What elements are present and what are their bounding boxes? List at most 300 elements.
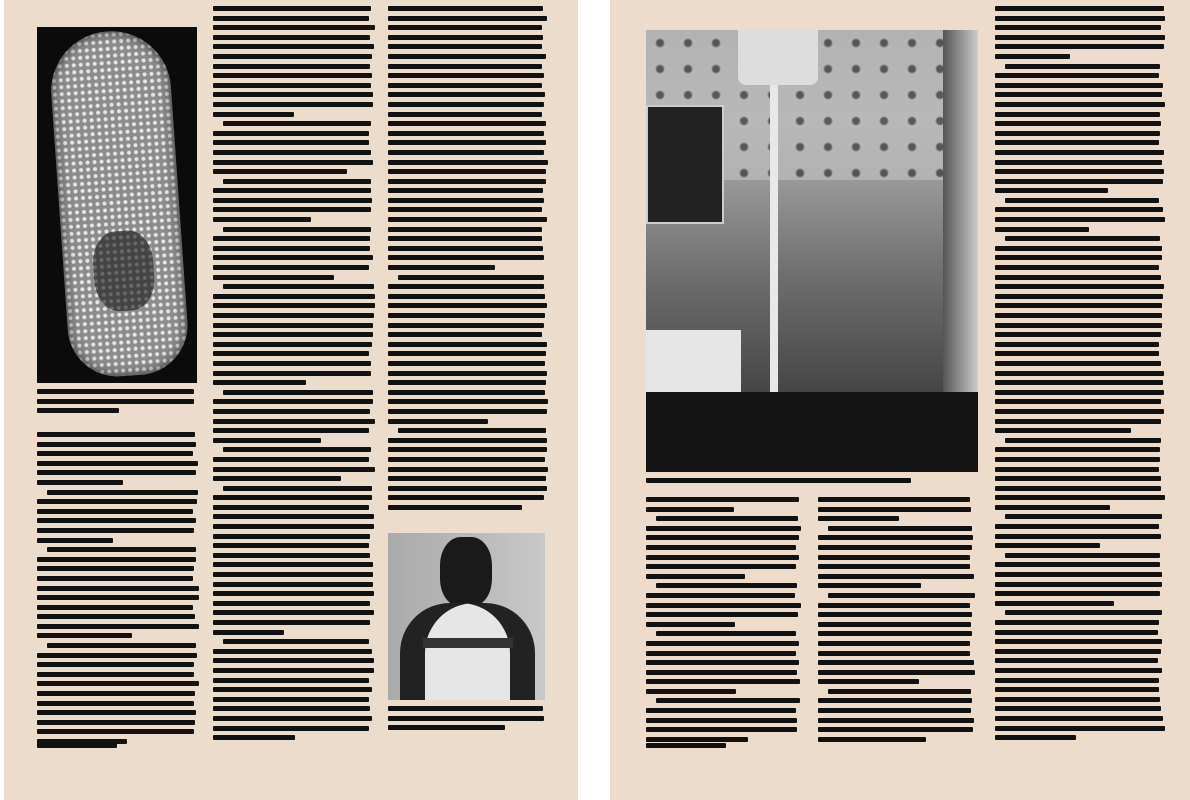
redacted-text-line bbox=[388, 725, 505, 730]
redacted-text-line bbox=[213, 601, 370, 606]
redacted-text-line bbox=[37, 624, 199, 629]
redacted-text-line bbox=[388, 227, 542, 232]
redacted-text-line bbox=[213, 169, 347, 174]
redacted-text-line bbox=[388, 313, 545, 318]
mirror-cabinet bbox=[646, 105, 724, 224]
redacted-text-line bbox=[388, 83, 542, 88]
redacted-text-line bbox=[213, 265, 369, 270]
redacted-text-line bbox=[37, 389, 194, 394]
person-photo bbox=[388, 533, 545, 700]
redacted-text-line bbox=[213, 620, 370, 625]
redacted-text-line bbox=[37, 586, 199, 591]
redacted-text-line bbox=[995, 467, 1159, 472]
redacted-text-line bbox=[995, 351, 1159, 356]
redacted-text-line bbox=[213, 428, 369, 433]
redacted-text-line bbox=[37, 595, 199, 600]
redacted-text-line bbox=[37, 662, 194, 667]
redacted-text-line bbox=[213, 678, 369, 683]
redacted-text-line bbox=[223, 179, 371, 184]
person-photo-caption bbox=[388, 706, 546, 735]
redacted-text-line bbox=[646, 651, 796, 656]
redacted-text-line bbox=[818, 651, 970, 656]
redacted-text-line bbox=[995, 92, 1162, 97]
redacted-text-line bbox=[47, 490, 198, 495]
redacted-text-line bbox=[213, 351, 369, 356]
redacted-text-line bbox=[995, 582, 1162, 587]
redacted-text-line bbox=[213, 112, 294, 117]
redacted-text-line bbox=[37, 701, 194, 706]
redacted-text-line bbox=[388, 92, 545, 97]
redacted-text-line bbox=[995, 572, 1162, 577]
redacted-text-line bbox=[995, 313, 1162, 318]
redacted-text-line bbox=[995, 486, 1161, 491]
redacted-text-line bbox=[995, 447, 1160, 452]
redacted-text-line bbox=[646, 564, 796, 569]
redacted-text-line bbox=[995, 620, 1159, 625]
column-2-text bbox=[213, 6, 375, 745]
redacted-text-line bbox=[37, 691, 195, 696]
redacted-text-line bbox=[646, 622, 735, 627]
redacted-text-line bbox=[818, 708, 971, 713]
redacted-text-line bbox=[213, 44, 374, 49]
redacted-text-line bbox=[818, 497, 970, 502]
redacted-text-line bbox=[646, 743, 726, 748]
redacted-text-line bbox=[995, 534, 1161, 539]
redacted-text-line bbox=[646, 670, 797, 675]
redacted-text-line bbox=[818, 535, 973, 540]
redacted-text-line bbox=[213, 361, 371, 366]
redacted-text-line bbox=[388, 25, 542, 30]
column-1-text bbox=[646, 497, 801, 746]
redacted-text-line bbox=[213, 131, 369, 136]
redacted-text-line bbox=[37, 729, 194, 734]
redacted-text-line bbox=[818, 631, 972, 636]
redacted-text-line bbox=[213, 467, 375, 472]
column-3-text bbox=[995, 6, 1165, 745]
redacted-text-line bbox=[995, 371, 1164, 376]
redacted-text-line bbox=[818, 555, 970, 560]
redacted-text-line bbox=[818, 583, 921, 588]
shoe-sole-image bbox=[47, 27, 191, 380]
redacted-text-line bbox=[388, 495, 544, 500]
bathroom-photo-caption bbox=[646, 478, 978, 488]
redacted-text-line bbox=[388, 255, 544, 260]
redacted-text-line bbox=[37, 681, 199, 686]
redacted-text-line bbox=[656, 698, 800, 703]
redacted-text-line bbox=[995, 246, 1162, 251]
redacted-text-line bbox=[995, 562, 1160, 567]
redacted-text-line bbox=[213, 92, 373, 97]
pipe bbox=[770, 85, 778, 400]
redacted-text-line bbox=[656, 516, 798, 521]
redacted-text-line bbox=[388, 179, 546, 184]
redacted-text-line bbox=[213, 160, 373, 165]
redacted-text-line bbox=[388, 131, 544, 136]
shoe-photo-caption bbox=[37, 389, 197, 418]
redacted-text-line bbox=[388, 236, 542, 241]
bathroom-photo bbox=[646, 30, 978, 472]
redacted-text-line bbox=[388, 73, 544, 78]
redacted-text-line bbox=[213, 255, 373, 260]
redacted-text-line bbox=[213, 83, 371, 88]
redacted-text-line bbox=[656, 631, 796, 636]
redacted-text-line bbox=[223, 227, 371, 232]
redacted-text-line bbox=[1005, 438, 1161, 443]
redacted-text-line bbox=[995, 716, 1163, 721]
redacted-text-line bbox=[818, 737, 926, 742]
redacted-text-line bbox=[995, 601, 1114, 606]
redacted-text-line bbox=[388, 476, 546, 481]
toilet-cistern bbox=[738, 30, 818, 85]
redacted-text-line bbox=[37, 408, 119, 413]
redacted-text-line bbox=[818, 545, 972, 550]
redacted-text-line bbox=[213, 35, 370, 40]
redacted-text-line bbox=[388, 188, 543, 193]
redacted-text-line bbox=[995, 227, 1089, 232]
redacted-text-line bbox=[646, 555, 799, 560]
redacted-text-line bbox=[995, 44, 1164, 49]
redacted-text-line bbox=[995, 131, 1160, 136]
redacted-text-line bbox=[213, 543, 369, 548]
shoe-sole-photo bbox=[37, 27, 197, 383]
redacted-text-line bbox=[47, 547, 196, 552]
redacted-text-line bbox=[388, 64, 542, 69]
redacted-text-line bbox=[213, 25, 375, 30]
redacted-text-line bbox=[388, 150, 544, 155]
redacted-text-line bbox=[37, 576, 193, 581]
redacted-text-line bbox=[995, 169, 1164, 174]
redacted-text-line bbox=[213, 687, 372, 692]
redacted-text-line bbox=[646, 497, 799, 502]
redacted-text-line bbox=[388, 467, 548, 472]
redacted-text-line bbox=[818, 574, 974, 579]
redacted-text-line bbox=[1005, 236, 1160, 241]
redacted-text-line bbox=[818, 612, 972, 617]
redacted-text-line bbox=[213, 371, 371, 376]
redacted-text-line bbox=[213, 562, 373, 567]
redacted-text-line bbox=[223, 284, 374, 289]
redacted-text-line bbox=[1005, 64, 1160, 69]
redacted-text-line bbox=[818, 660, 974, 665]
redacted-text-line bbox=[213, 102, 373, 107]
redacted-text-line bbox=[398, 275, 544, 280]
redacted-text-line bbox=[213, 706, 370, 711]
redacted-text-line bbox=[213, 726, 369, 731]
redacted-text-line bbox=[388, 399, 548, 404]
redacted-text-line bbox=[213, 342, 372, 347]
redacted-text-line bbox=[818, 670, 975, 675]
redacted-text-line bbox=[37, 557, 196, 562]
redacted-text-line bbox=[995, 697, 1160, 702]
redacted-text-line bbox=[646, 612, 798, 617]
redacted-text-line bbox=[995, 25, 1161, 30]
redacted-text-line bbox=[995, 505, 1110, 510]
redacted-text-line bbox=[388, 54, 546, 59]
redacted-text-line bbox=[213, 73, 372, 78]
redacted-text-line bbox=[213, 150, 371, 155]
redacted-text-line bbox=[995, 342, 1159, 347]
redacted-text-line bbox=[646, 526, 801, 531]
redacted-text-line bbox=[995, 658, 1158, 663]
redacted-text-line bbox=[1005, 610, 1162, 615]
redacted-text-line bbox=[646, 574, 745, 579]
redacted-text-line bbox=[213, 524, 374, 529]
redacted-text-line bbox=[656, 583, 797, 588]
redacted-text-line bbox=[37, 499, 197, 504]
redacted-text-line bbox=[213, 64, 370, 69]
redacted-text-line bbox=[995, 6, 1164, 11]
redacted-text-line bbox=[388, 44, 542, 49]
column-2-text bbox=[818, 497, 976, 746]
redacted-text-line bbox=[213, 323, 373, 328]
redacted-text-line bbox=[995, 649, 1161, 654]
redacted-text-line bbox=[213, 649, 372, 654]
redacted-text-line bbox=[37, 432, 195, 437]
redacted-text-line bbox=[388, 342, 547, 347]
redacted-text-line bbox=[213, 476, 341, 481]
redacted-text-line bbox=[388, 169, 546, 174]
redacted-text-line bbox=[213, 716, 372, 721]
redacted-text-line bbox=[37, 399, 194, 404]
redacted-text-line bbox=[213, 303, 375, 308]
redacted-text-line bbox=[388, 323, 544, 328]
redacted-text-line bbox=[646, 660, 799, 665]
redacted-text-line bbox=[388, 6, 543, 11]
redacted-text-line bbox=[37, 451, 193, 456]
redacted-text-line bbox=[995, 179, 1163, 184]
redacted-text-line bbox=[388, 207, 542, 212]
redacted-text-line bbox=[1005, 198, 1159, 203]
redacted-text-line bbox=[37, 633, 132, 638]
redacted-text-line bbox=[646, 603, 801, 608]
redacted-text-line bbox=[995, 428, 1131, 433]
redacted-text-line bbox=[995, 409, 1164, 414]
redacted-text-line bbox=[995, 399, 1161, 404]
redacted-text-line bbox=[388, 438, 547, 443]
redacted-text-line bbox=[388, 16, 547, 21]
redacted-text-line bbox=[213, 16, 369, 21]
redacted-text-line bbox=[388, 486, 547, 491]
redacted-text-line bbox=[995, 275, 1161, 280]
shoe-stain bbox=[91, 229, 156, 313]
redacted-text-line bbox=[995, 524, 1159, 529]
redacted-text-line bbox=[213, 438, 321, 443]
redacted-text-line bbox=[818, 564, 970, 569]
redacted-text-line bbox=[37, 605, 193, 610]
redacted-text-line bbox=[213, 236, 370, 241]
right-page bbox=[610, 0, 1190, 800]
person-head bbox=[440, 537, 492, 607]
redacted-text-line bbox=[388, 140, 546, 145]
redacted-text-line bbox=[388, 505, 522, 510]
redacted-text-line bbox=[995, 73, 1159, 78]
redacted-text-line bbox=[37, 653, 197, 658]
redacted-text-line bbox=[47, 643, 196, 648]
redacted-text-line bbox=[388, 390, 545, 395]
redacted-text-line bbox=[995, 294, 1163, 299]
redacted-text-line bbox=[995, 591, 1160, 596]
redacted-text-line bbox=[646, 535, 799, 540]
column-1-text bbox=[37, 432, 199, 749]
redacted-text-line bbox=[213, 275, 334, 280]
redacted-text-line bbox=[995, 726, 1165, 731]
redacted-text-line bbox=[213, 419, 375, 424]
redacted-text-line bbox=[646, 718, 797, 723]
redacted-text-line bbox=[213, 553, 370, 558]
redacted-text-line bbox=[995, 188, 1108, 193]
redacted-text-line bbox=[223, 447, 371, 452]
redacted-text-line bbox=[646, 727, 797, 732]
redacted-text-line bbox=[995, 706, 1161, 711]
redacted-text-line bbox=[223, 390, 373, 395]
redacted-text-line bbox=[995, 332, 1161, 337]
redacted-text-line bbox=[646, 507, 734, 512]
redacted-text-line bbox=[388, 294, 545, 299]
redacted-text-line bbox=[818, 698, 972, 703]
redacted-text-line bbox=[818, 516, 899, 521]
redacted-text-line bbox=[818, 679, 919, 684]
redacted-text-line bbox=[828, 689, 971, 694]
redacted-text-line bbox=[37, 480, 123, 485]
redacted-text-line bbox=[398, 428, 546, 433]
redacted-text-line bbox=[995, 150, 1164, 155]
redacted-text-line bbox=[995, 735, 1076, 740]
redacted-text-line bbox=[995, 495, 1165, 500]
redacted-text-line bbox=[995, 639, 1162, 644]
redacted-text-line bbox=[828, 526, 972, 531]
person-shirt bbox=[400, 603, 535, 700]
redacted-text-line bbox=[828, 593, 975, 598]
redacted-text-line bbox=[995, 678, 1159, 683]
redacted-text-line bbox=[213, 313, 374, 318]
redacted-text-line bbox=[646, 708, 796, 713]
redacted-text-line bbox=[646, 689, 736, 694]
redacted-text-line bbox=[995, 390, 1164, 395]
redacted-text-line bbox=[37, 518, 196, 523]
redacted-text-line bbox=[995, 303, 1162, 308]
redacted-text-line bbox=[213, 246, 370, 251]
redacted-text-line bbox=[995, 121, 1161, 126]
redacted-text-line bbox=[995, 160, 1162, 165]
redacted-text-line bbox=[995, 323, 1162, 328]
redacted-text-line bbox=[1005, 514, 1162, 519]
redacted-text-line bbox=[995, 112, 1160, 117]
redacted-text-line bbox=[995, 16, 1165, 21]
redacted-text-line bbox=[37, 614, 195, 619]
redacted-text-line bbox=[388, 716, 544, 721]
redacted-text-line bbox=[213, 668, 374, 673]
redacted-text-line bbox=[213, 591, 374, 596]
redacted-text-line bbox=[388, 706, 543, 711]
redacted-text-line bbox=[213, 332, 373, 337]
redacted-text-line bbox=[388, 112, 542, 117]
redacted-text-line bbox=[388, 457, 545, 462]
redacted-text-line bbox=[37, 720, 195, 725]
redacted-text-line bbox=[213, 495, 372, 500]
redacted-text-line bbox=[213, 399, 373, 404]
redacted-text-line bbox=[388, 102, 544, 107]
left-page bbox=[4, 0, 578, 800]
redacted-text-line bbox=[995, 419, 1161, 424]
redacted-text-line bbox=[818, 727, 973, 732]
redacted-text-line bbox=[995, 140, 1159, 145]
redacted-text-line bbox=[37, 528, 194, 533]
redacted-text-line bbox=[818, 622, 971, 627]
redacted-text-line bbox=[646, 593, 795, 598]
redacted-text-line bbox=[818, 507, 971, 512]
redacted-text-line bbox=[388, 198, 544, 203]
redacted-text-line bbox=[388, 447, 547, 452]
redacted-text-line bbox=[995, 284, 1164, 289]
redacted-text-line bbox=[646, 737, 748, 742]
redacted-text-line bbox=[995, 380, 1163, 385]
redacted-text-line bbox=[388, 371, 547, 376]
redacted-text-line bbox=[995, 630, 1158, 635]
redacted-text-line bbox=[388, 361, 545, 366]
redacted-text-line bbox=[37, 538, 113, 543]
redacted-text-line bbox=[995, 217, 1165, 222]
column-3-text bbox=[388, 6, 548, 514]
redacted-text-line bbox=[995, 35, 1165, 40]
redacted-text-line bbox=[995, 83, 1163, 88]
redacted-text-line bbox=[388, 160, 548, 165]
redacted-text-line bbox=[213, 457, 369, 462]
redacted-text-line bbox=[646, 545, 796, 550]
redacted-text-line bbox=[213, 658, 374, 663]
redacted-text-line bbox=[37, 461, 198, 466]
redacted-text-line bbox=[37, 470, 196, 475]
redacted-text-line bbox=[37, 672, 194, 677]
shirt-stripe bbox=[423, 638, 513, 648]
redacted-text-line bbox=[213, 572, 373, 577]
redacted-text-line bbox=[995, 457, 1160, 462]
right-page-footer bbox=[646, 743, 726, 753]
redacted-text-line bbox=[388, 246, 543, 251]
redacted-text-line bbox=[388, 35, 543, 40]
redacted-text-line bbox=[388, 265, 495, 270]
redacted-text-line bbox=[213, 409, 370, 414]
redacted-text-line bbox=[213, 610, 374, 615]
redacted-text-line bbox=[388, 121, 546, 126]
redacted-text-line bbox=[213, 294, 375, 299]
redacted-text-line bbox=[213, 505, 369, 510]
redacted-text-line bbox=[213, 140, 369, 145]
redacted-text-line bbox=[646, 641, 799, 646]
redacted-text-line bbox=[1005, 553, 1160, 558]
redacted-text-line bbox=[37, 442, 196, 447]
redacted-text-line bbox=[995, 102, 1165, 107]
redacted-text-line bbox=[995, 265, 1159, 270]
redacted-text-line bbox=[995, 361, 1161, 366]
left-page-footer bbox=[37, 743, 117, 753]
redacted-text-line bbox=[818, 603, 970, 608]
redacted-text-line bbox=[37, 710, 196, 715]
redacted-text-line bbox=[995, 255, 1162, 260]
redacted-text-line bbox=[37, 743, 117, 748]
redacted-text-line bbox=[213, 6, 371, 11]
redacted-text-line bbox=[995, 668, 1162, 673]
redacted-text-line bbox=[213, 630, 284, 635]
redacted-text-line bbox=[995, 476, 1161, 481]
redacted-text-line bbox=[223, 486, 372, 491]
floor bbox=[646, 392, 978, 472]
redacted-text-line bbox=[388, 217, 547, 222]
redacted-text-line bbox=[818, 641, 970, 646]
redacted-text-line bbox=[388, 380, 546, 385]
redacted-text-line bbox=[213, 54, 372, 59]
redacted-text-line bbox=[213, 207, 371, 212]
redacted-text-line bbox=[646, 679, 800, 684]
